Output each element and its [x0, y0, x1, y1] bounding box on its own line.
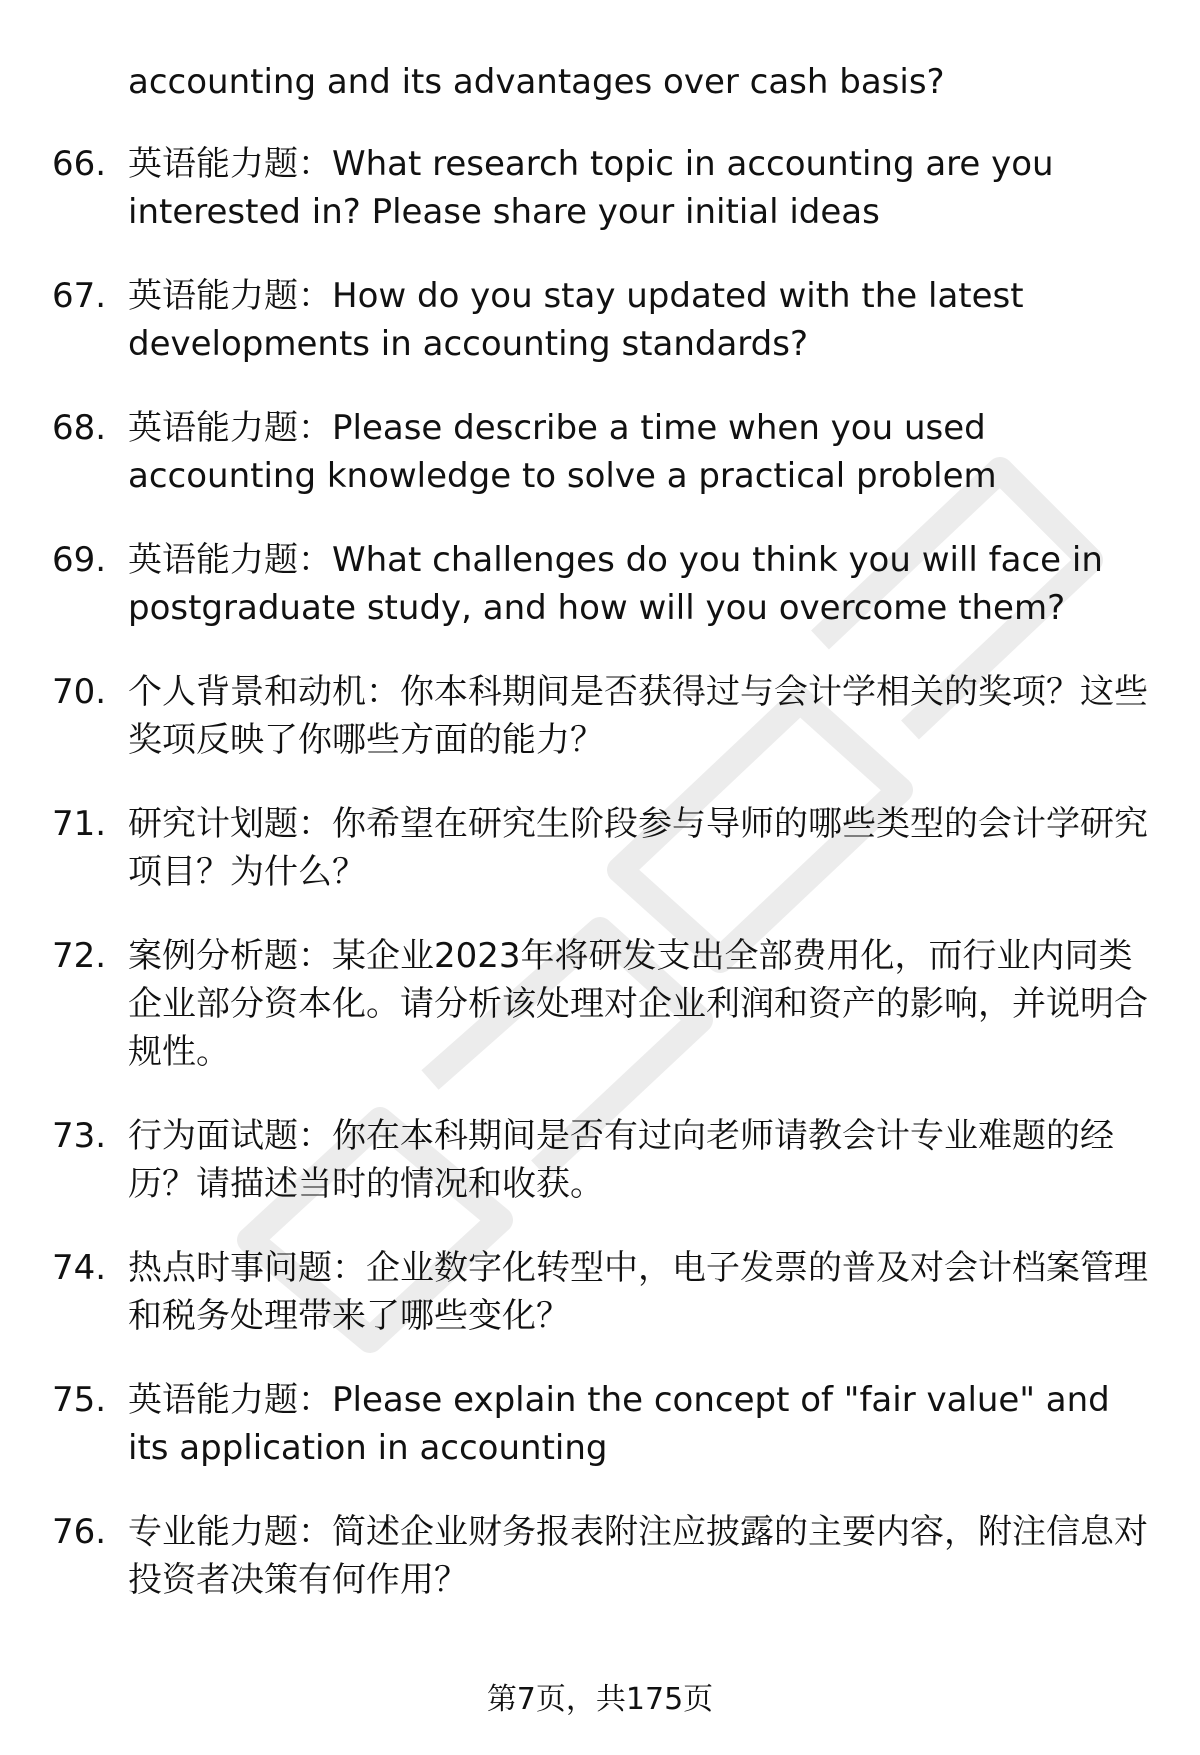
- question-item: [0, 404, 1200, 496]
- question-text: 英语能力题：Please explain the concept of "fair value" and its application in accounting: [128, 1380, 1110, 1468]
- question-text: 案例分析题：某企业2023年将研发支出全部费用化，而行业内同类企业部分资本化。请分析该处理对企业利润和资产的影响，并说明合规性。: [128, 936, 1148, 1072]
- question-text: 英语能力题：What research topic in accounting are you interested in? Please share your initial ideas: [128, 144, 1054, 232]
- question-number: 66.: [52, 144, 107, 184]
- question-number: 67.: [52, 276, 107, 316]
- continuation-text: accounting and its advantages over cash basis?: [128, 62, 945, 102]
- question-number: 72.: [52, 936, 107, 976]
- question-text: 热点时事问题：企业数字化转型中，电子发票的普及对会计档案管理和税务处理带来了哪些变化？: [128, 1248, 1148, 1336]
- page-footer: 第7页，共175页: [486, 1682, 714, 1717]
- question-number: 74.: [52, 1248, 107, 1288]
- question-text: 英语能力题：Please describe a time when you used accounting knowledge to solve a practical problem: [128, 408, 997, 496]
- question-text: 专业能力题：简述企业财务报表附注应披露的主要内容，附注信息对投资者决策有何作用？: [128, 1512, 1148, 1600]
- question-list: [0, 140, 1200, 1640]
- question-text: 行为面试题：你在本科期间是否有过向老师请教会计专业难题的经历？请描述当时的情况和收获。: [128, 1116, 1114, 1204]
- question-item: [0, 800, 1200, 892]
- question-text: 英语能力题：What challenges do you think you will face in postgraduate study, and how will you overcome them?: [128, 540, 1103, 628]
- question-number: 73.: [52, 1116, 107, 1156]
- question-item: [0, 272, 1200, 364]
- question-text: 个人背景和动机：你本科期间是否获得过与会计学相关的奖项？这些奖项反映了你哪些方面的能力？: [128, 672, 1148, 760]
- question-item: [0, 1508, 1200, 1600]
- question-item: [0, 536, 1200, 628]
- question-number: 75.: [52, 1380, 107, 1420]
- question-item: [0, 1376, 1200, 1468]
- question-item: [0, 668, 1200, 760]
- question-item: [0, 1112, 1200, 1204]
- question-item: [0, 932, 1200, 1072]
- question-number: 71.: [52, 804, 107, 844]
- question-text: 英语能力题：How do you stay updated with the latest developments in accounting standards?: [128, 276, 1024, 364]
- question-text: 研究计划题：你希望在研究生阶段参与导师的哪些类型的会计学研究项目？为什么？: [128, 804, 1148, 892]
- question-item: [0, 1244, 1200, 1336]
- question-item: [0, 140, 1200, 232]
- question-number: 69.: [52, 540, 107, 580]
- question-number: 70.: [52, 672, 107, 712]
- question-number: 68.: [52, 408, 107, 448]
- question-number: 76.: [52, 1512, 107, 1552]
